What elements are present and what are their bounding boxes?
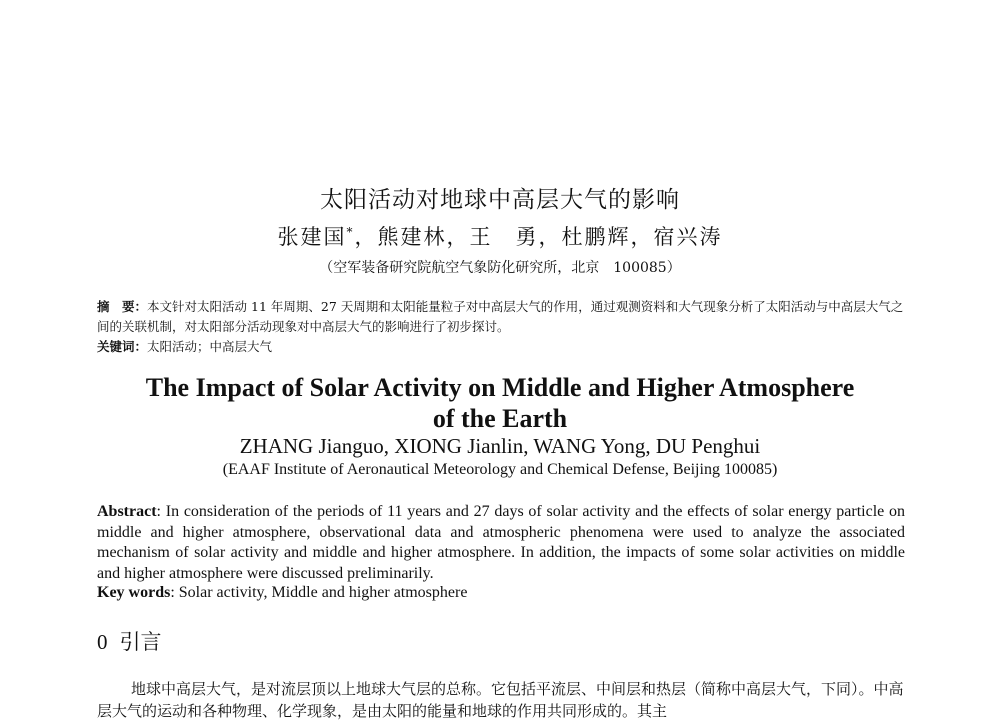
- english-title-line-2: of the Earth: [432, 404, 568, 433]
- chinese-abstract-text: 本文针对太阳活动 11 年周期、27 天周期和太阳能量粒子对中高层大气的作用，通过观测资料和大气现象分析了太阳活动与中高层大气之间的关联机制，对太阳部分活动现象对中高层大气的影响进行了初步探讨。: [97, 299, 904, 334]
- english-keywords-label: Key words: [97, 584, 171, 601]
- english-affiliation: (EAAF Institute of Aeronautical Meteorology and Chemical Defense, Beijing 100085): [222, 461, 778, 478]
- english-abstract: [97, 502, 905, 584]
- body-paragraph: 地球中高层大气，是对流层顶以上地球大气层的总称。它包括平流层、中间层和热层（简称中高层大气，下同）。中高层大气的运动和各种物理、化学现象，是由太阳的能量和地球的作用共同形成的。其主: [97, 680, 904, 720]
- chinese-abstract: [97, 297, 905, 337]
- chinese-keywords-text: 太阳活动；中高层大气: [147, 339, 273, 354]
- english-keywords: [97, 584, 905, 602]
- corresponding-author-mark: *: [346, 225, 355, 239]
- corresponding-author: 张建国: [277, 225, 347, 249]
- section-title: 引言: [119, 630, 162, 654]
- section-number: 0: [97, 630, 108, 654]
- english-abstract-text: : In consideration of the periods of 11 years and 27 days of solar activity and the effects of solar energy particle on middle and higher atmosphere, observational data and atmospheric phenomena were used to analyze the associated mechanism of solar activity and middle and higher atmosphere. In addition, the impacts of some solar activities on middle and higher atmosphere were discussed preliminarily.: [97, 503, 905, 582]
- chinese-keywords: [97, 337, 905, 355]
- section-heading: [97, 626, 162, 656]
- co-authors: ，熊建林，王 勇，杜鹏辉，宿兴涛: [354, 225, 723, 249]
- chinese-affiliation: （空军装备研究院航空气象防化研究所，北京 100085）: [319, 260, 681, 276]
- english-title-line-1: The Impact of Solar Activity on Middle and Higher Atmosphere: [145, 373, 855, 402]
- english-authors: ZHANG Jianguo, XIONG Jianlin, WANG Yong, DU Penghui: [239, 434, 761, 458]
- english-abstract-label: Abstract: [97, 503, 157, 520]
- chinese-keywords-label: 关键词：: [97, 339, 148, 354]
- english-title: [0, 372, 1000, 434]
- chinese-abstract-label: 摘 要：: [97, 299, 148, 314]
- english-keywords-text: : Solar activity, Middle and higher atmosphere: [170, 584, 468, 601]
- chinese-title: 太阳活动对地球中高层大气的影响: [320, 187, 680, 213]
- chinese-authors: [0, 221, 1000, 251]
